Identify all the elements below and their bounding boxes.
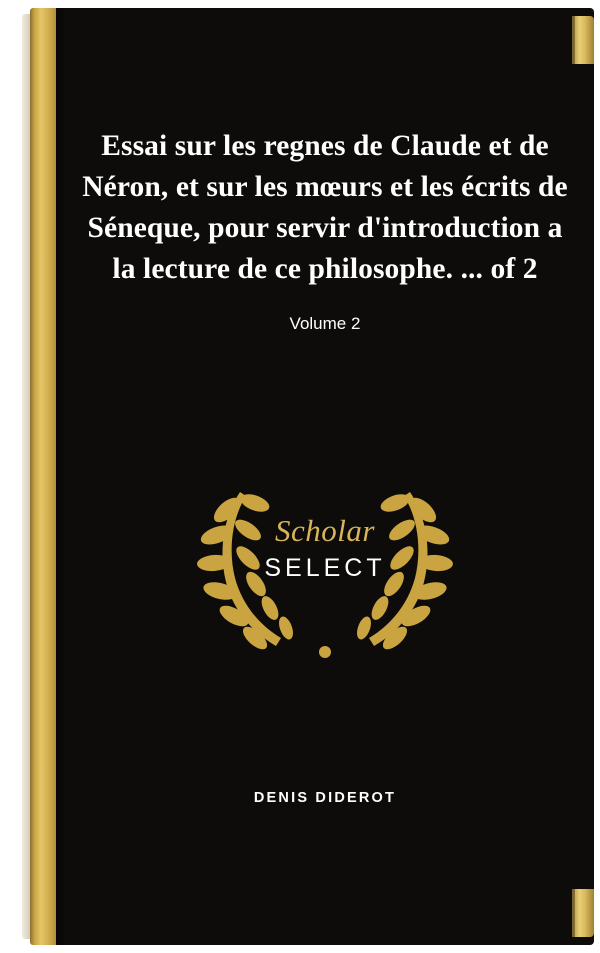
title-block — [56, 126, 594, 336]
volume-label: Volume 2 — [289, 314, 361, 333]
emblem-select-text: SELECT — [264, 554, 386, 582]
spine-shadow — [56, 8, 66, 945]
cover-front — [56, 8, 594, 945]
author-name: DENIS DIDEROT — [253, 790, 397, 806]
cover-corner-top — [572, 16, 594, 64]
scholar-select-emblem — [180, 470, 470, 670]
emblem-wordmark — [180, 514, 470, 584]
cover-corner-bottom — [572, 889, 594, 937]
page-title: Essai sur les regnes de Claude et de Néron, et sur les mœurs et les écrits de Séneque, pour servir d'introduction a la lecture de ce philosophe. ... of 2 — [82, 130, 568, 285]
emblem-scholar-text: Scholar — [275, 513, 375, 548]
